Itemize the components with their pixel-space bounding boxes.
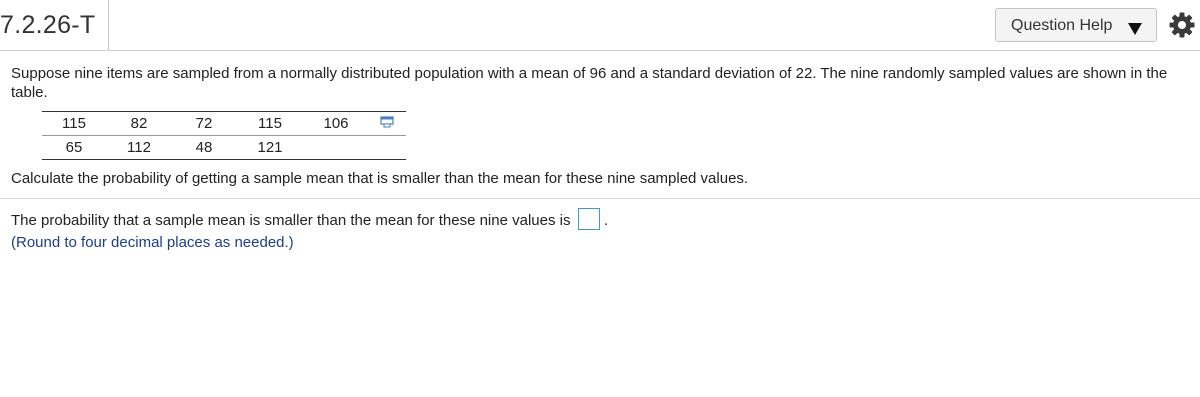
gear-icon[interactable]	[1168, 11, 1196, 39]
rounding-note: (Round to four decimal places as needed.)	[11, 234, 294, 251]
table-row	[42, 136, 406, 160]
table-cell: 106	[304, 112, 368, 136]
table-cell	[304, 136, 368, 160]
table-cell: 82	[106, 112, 172, 136]
answer-suffix: .	[603, 211, 608, 229]
table-row	[42, 112, 406, 136]
table-cell	[368, 112, 406, 136]
triangle-down-icon	[1128, 22, 1142, 40]
question-id: 7.2.26-T	[0, 0, 109, 50]
table-cell: 65	[65, 139, 83, 156]
table-cell: 115	[236, 112, 304, 136]
problem-statement: Suppose nine items are sampled from a normally distributed population with a mean of 96 and a standard deviation of 22. The nine randomly sampled values are shown in the table.	[11, 65, 1168, 101]
divider	[0, 198, 1200, 199]
question-prompt: Calculate the probability of getting a sample mean that is smaller than the mean for these nine sampled values.	[11, 170, 749, 187]
question-help-label: Question Help	[1011, 17, 1113, 34]
table-cell: 121	[257, 139, 283, 156]
answer-line	[11, 210, 608, 232]
question-header	[0, 0, 1200, 51]
table-cell: 72	[172, 112, 236, 136]
copy-data-icon[interactable]	[380, 115, 394, 132]
table-cell: 112	[127, 139, 151, 156]
question-help-button[interactable]	[995, 8, 1157, 42]
table-cell: 48	[195, 139, 213, 156]
data-table	[42, 111, 406, 160]
table-cell: 115	[42, 112, 106, 136]
answer-input[interactable]	[578, 208, 600, 230]
answer-prompt: The probability that a sample mean is smaller than the mean for these nine values is	[11, 211, 571, 229]
table-cell	[368, 136, 406, 160]
